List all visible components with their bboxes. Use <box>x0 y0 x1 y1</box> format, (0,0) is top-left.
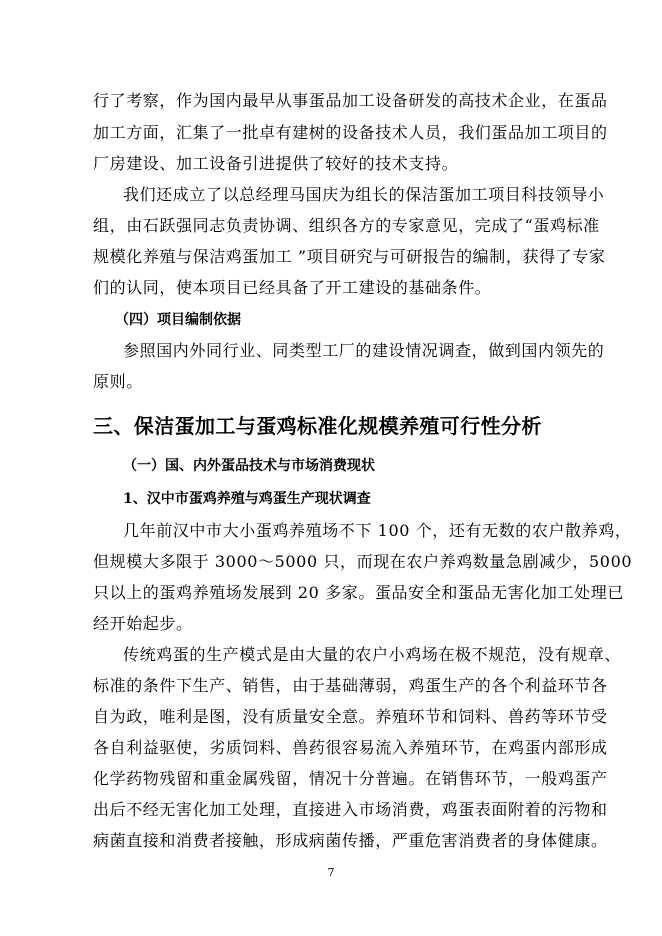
text-line: 厂房建设、加工设备引进提供了较好的技术支持。 <box>93 154 459 173</box>
text-line: 我们还成立了以总经理马国庆为组长的保洁蛋加工项目科技领导小 <box>123 185 605 204</box>
page-number: 7 <box>327 866 335 879</box>
subheading-hanzhong-survey: 1、汉中市蛋鸡养殖与鸡蛋生产现状调查 <box>123 491 371 507</box>
text-line: 但规模大多限于 3000～5000 只，而现在农户养鸡数量急剧减少，5000 <box>93 552 633 571</box>
text-line: 加工方面，汇集了一批卓有建树的设备技术人员，我们蛋品加工项目的 <box>93 123 608 142</box>
text-line: 经开始起步。 <box>93 614 193 633</box>
text-line: 规模化养殖与保洁鸡蛋加工 ”项目研究与可研报告的编制，获得了专家 <box>93 247 606 266</box>
text-line: 病菌直接和消费者接触，形成病菌传播，严重危害消费者的身体健康。 <box>93 831 608 850</box>
section-heading: 三、保洁蛋加工与蛋鸡标准化规模养殖可行性分析 <box>93 414 542 438</box>
text-line: 原则。 <box>93 372 143 391</box>
text-line: 只以上的蛋鸡养殖场发展到 20 多家。蛋品安全和蛋品无害化加工处理已 <box>93 583 624 602</box>
text-line: 几年前汉中市大小蛋鸡养殖场不下 100 个，还有无数的农户散养鸡， <box>123 521 632 540</box>
text-line: 各自利益驱使，劣质饲料、兽药很容易流入养殖环节，在鸡蛋内部形成 <box>93 738 608 757</box>
text-line: 自为政，唯利是图，没有质量安全意。养殖环节和饲料、兽药等环节受 <box>93 707 608 726</box>
text-line: 们的认同，使本项目已经具备了开工建设的基础条件。 <box>93 278 492 297</box>
text-line: 标准的条件下生产、销售，由于基础薄弱，鸡蛋生产的各个利益环节各 <box>93 676 608 695</box>
subheading-market-status: （一）国、内外蛋品技术与市场消费现状 <box>123 458 375 474</box>
text-line: 参照国内外同行业、同类型工厂的建设情况调查，做到国内领先的 <box>123 341 605 360</box>
text-line: 传统鸡蛋的生产模式是由大量的农户小鸡场在极不规范，没有规章、 <box>123 645 622 664</box>
text-line: 化学药物残留和重金属残留，情况十分普遍。在销售环节，一般鸡蛋产 <box>93 769 608 788</box>
text-line: 出后不经无害化加工处理，直接进入市场消费，鸡蛋表面附着的污物和 <box>93 800 608 819</box>
text-line: 组，由石跃强同志负责协调、组织各方的专家意见，完成了“蛋鸡标准 <box>93 216 600 235</box>
text-line: 行了考察，作为国内最早从事蛋品加工设备研发的高技术企业，在蛋品 <box>93 91 608 110</box>
subheading-project-basis: （四）项目编制依据 <box>115 312 241 328</box>
